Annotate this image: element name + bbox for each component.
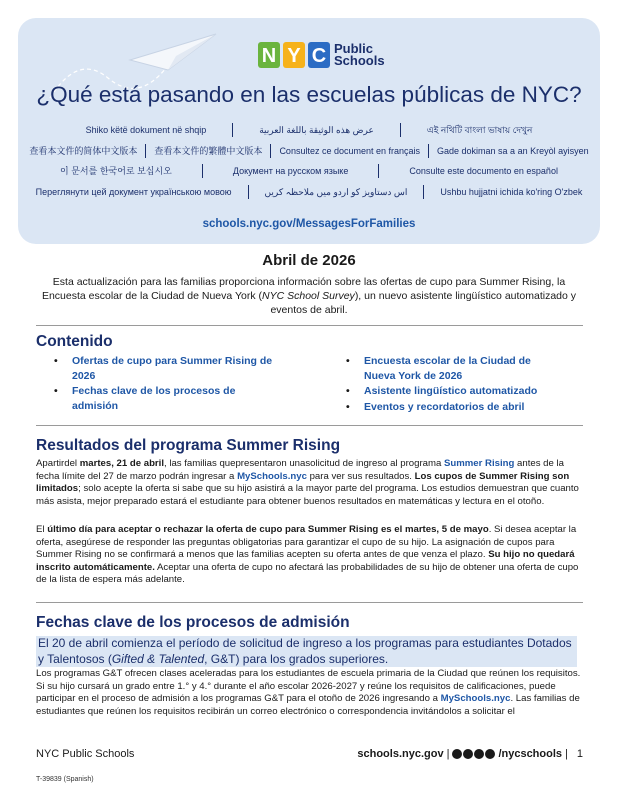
- text: Aceptar una oferta de cupo no afectará las probabilidades de su hijo de obtener una oferta de cupo de la lista de espera más adelante.: [36, 561, 579, 586]
- language-row-2: [30, 141, 588, 162]
- language-link-chinese-traditional[interactable]: 查看本文件的繁體中文版本: [146, 144, 271, 158]
- italic-text: Gifted & Talented: [111, 651, 205, 666]
- text: . Las familias de estudiantes que reúnen los requisitos recibirán un correo electrónico o correspondencia invitándolos a solicitar el: [36, 693, 580, 717]
- language-link-albanian[interactable]: Shiko këtë dokument në shqip: [60, 123, 234, 137]
- bold-text: Su hijo no quedará inscrito automáticamente.: [36, 549, 575, 573]
- text: para ver sus resultados.: [306, 470, 415, 482]
- footer-handle[interactable]: /nycschools: [498, 748, 563, 760]
- youtube-icon[interactable]: [485, 749, 495, 759]
- footer-separator: |: [565, 748, 568, 760]
- text: El: [36, 524, 48, 535]
- summer-rising-link[interactable]: Summer Rising: [443, 458, 515, 469]
- myschools-link[interactable]: MySchools.nyc: [440, 693, 511, 705]
- toc-item-admissions[interactable]: • Fechas clave de los procesos de admisión: [54, 384, 284, 413]
- facebook-icon[interactable]: [452, 749, 462, 759]
- paper-plane-icon: [128, 32, 218, 72]
- page-number: 1: [576, 748, 583, 760]
- page-title: ¿Qué está pasando en las escuelas públicas de NYC?: [36, 82, 582, 107]
- admissions-heading: Fechas clave de los procesos de admisión: [36, 614, 350, 631]
- language-row-4: [30, 182, 588, 203]
- summer-rising-heading: Resultados del programa Summer Rising: [36, 437, 341, 454]
- header-banner: [18, 18, 600, 244]
- social-icons: [452, 749, 495, 759]
- language-link-french[interactable]: Consultez ce document en français: [271, 144, 429, 158]
- instagram-icon[interactable]: [463, 749, 473, 759]
- contents-list-left: [54, 354, 284, 414]
- issue-date: Abril de 2026: [262, 252, 356, 269]
- text: , G&T) para los grados superiores.: [204, 651, 389, 666]
- summer-rising-paragraph-2: [36, 524, 583, 587]
- toc-item-events[interactable]: • Eventos y recordatorios de abril: [346, 400, 556, 415]
- language-link-ukrainian[interactable]: Переглянути цей документ українською мовою: [20, 185, 249, 199]
- language-link-arabic[interactable]: عرض هذه الوثيقة باللغة العربية: [233, 123, 401, 137]
- language-row-3: [30, 161, 588, 182]
- translation-links: [30, 120, 588, 202]
- footer-org: NYC Public Schools: [36, 748, 135, 760]
- language-row-1: [30, 120, 588, 141]
- date-highlight: martes, 21 de abril: [79, 458, 164, 469]
- admissions-paragraph: [36, 668, 583, 718]
- logo-letter-n: N: [261, 45, 277, 67]
- intro-text-2: ), un nuevo asistente lingüístico automatizado y eventos de abril.: [270, 290, 577, 316]
- toc-item-language-assistant[interactable]: • Asistente lingüístico automatizado: [346, 384, 556, 399]
- bold-text: último día para aceptar o rechazar la oferta de cupo para Summer Rising es el martes, 5 de mayo: [47, 524, 489, 535]
- logo-line-2: Schools: [334, 53, 385, 68]
- logo-wordmark: [334, 43, 385, 67]
- divider: [36, 325, 583, 326]
- intro-italic: NYC School Survey: [262, 290, 355, 302]
- bold-text: Los cupos de Summer Rising son limitados: [36, 470, 570, 495]
- text: Los programas G&T ofrecen clases aceleradas para los estudiantes de escuela primaria de la Ciudad que reúnen los requisitos. Si su hijo cursará un grado entre 1.° y 4.° durante el año escolar 2026-2027 y reúne los requisitos de calificaciones, puede participar en el proceso de admisión a los programas G&T para el otoño de 2026 ingresando a: [36, 668, 581, 705]
- intro-paragraph: [36, 275, 582, 317]
- language-link-uzbek[interactable]: Ushbu hujjatni ichida ko'ring O'zbek: [440, 186, 583, 197]
- language-link-urdu[interactable]: اس دستاویز کو اردو میں ملاحظہ کریں: [249, 185, 425, 199]
- text: Apartirdel: [36, 458, 80, 469]
- nyc-public-schools-logo: [258, 42, 385, 68]
- footer-site-link[interactable]: schools.nyc.gov: [357, 748, 444, 760]
- x-icon[interactable]: [474, 749, 484, 759]
- footer-separator: |: [446, 748, 450, 760]
- contents-list-right: [346, 354, 556, 415]
- language-link-chinese-simplified[interactable]: 查看本文件的简体中文版本: [21, 144, 146, 158]
- language-link-spanish[interactable]: Consulte este documento en español: [409, 166, 558, 177]
- nyc-logo-mark: [258, 42, 330, 68]
- language-link-haitian-creole[interactable]: Gade dokiman sa a an Kreyòl ayisyen: [437, 145, 589, 156]
- logo-letter-c: C: [311, 45, 327, 67]
- contents-heading: Contenido: [36, 333, 113, 350]
- footer-right: [357, 748, 583, 760]
- document-id: T-39839 (Spanish): [36, 776, 94, 783]
- summer-rising-paragraph-1: [36, 458, 583, 508]
- language-link-bengali[interactable]: এই নথিটি বাংলা ভাষায় দেখুন: [426, 125, 533, 136]
- text: El 20 de abril comienza el período de solicitud de ingreso a los programas para estudiantes Dotados y Talentosos (: [38, 636, 572, 666]
- divider: [36, 602, 583, 603]
- intro-text-1: Esta actualización para las familias proporciona información sobre las ofertas de cupo para Summer Rising, la Encuesta escolar de la Ciudad de Nueva York (: [41, 276, 566, 302]
- admissions-highlight: [36, 636, 577, 667]
- language-link-korean[interactable]: 이 문서를 한국어로 보십시오: [30, 164, 203, 178]
- myschools-link[interactable]: MySchools.nyc: [237, 470, 307, 482]
- text: , las familias quepresentaron unasolicitud de ingreso al programa: [164, 458, 444, 469]
- text: . Si desea aceptar la oferta, asegúrese de responder las preguntas obligatorias para garantizar el cupo de su hijo. La asignación de cupos para Summer Rising no se confirmará a menos que las familias acepten su oferta antes de que venza el plazo.: [36, 524, 577, 561]
- language-link-russian[interactable]: Документ на русском языке: [203, 164, 379, 178]
- divider: [36, 425, 583, 426]
- messages-for-families-link[interactable]: schools.nyc.gov/MessagesForFamilies: [202, 218, 416, 230]
- text: antes de la fecha límite del 27 de marzo podrán ingresar a: [36, 458, 564, 482]
- text: ; solo acepte la oferta si sabe que su hijo asistirá a la mayor parte del programa. Los estudios demuestran que cuanto más asista, mejor preparado estará el estudiante para obtener buenos resultados en matemáticas y lectura en el otoño.: [36, 483, 579, 507]
- toc-item-summer-rising[interactable]: • Ofertas de cupo para Summer Rising de 2026: [54, 354, 284, 383]
- logo-line-1: Public: [334, 41, 374, 56]
- toc-item-school-survey[interactable]: • Encuesta escolar de la Ciudad de Nueva York de 2026: [346, 354, 556, 383]
- logo-letter-y: Y: [287, 45, 301, 67]
